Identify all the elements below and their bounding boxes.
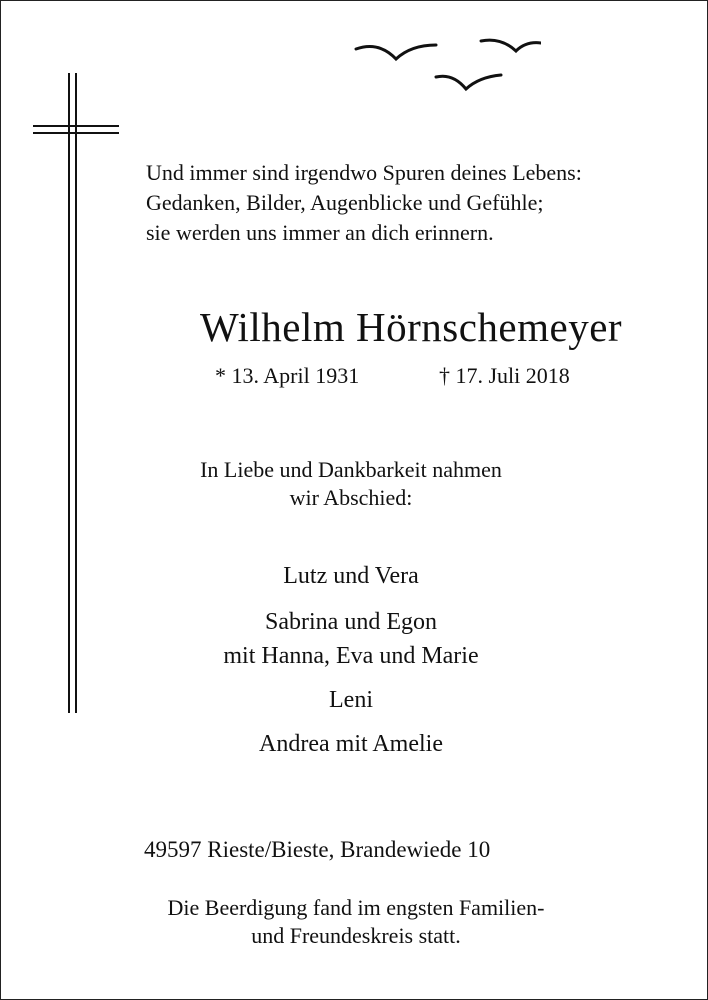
mourner-entry: Sabrina und Egon — [265, 609, 437, 635]
funeral-line: und Freundeskreis statt. — [251, 923, 461, 948]
funeral-line: Die Beerdigung fand im engsten Familien- — [167, 895, 545, 920]
poem-line: Gedanken, Bilder, Augenblicke und Gefühle; — [146, 190, 544, 215]
birds-icon — [351, 31, 541, 101]
poem-line: sie werden uns immer an dich erinnern. — [146, 220, 494, 245]
death-date: † 17. Juli 2018 — [439, 363, 570, 388]
poem — [146, 158, 691, 248]
birth-date: * 13. April 1931 — [215, 363, 360, 388]
mourner-entry: Andrea mit Amelie — [259, 731, 443, 757]
farewell-line: In Liebe und Dankbarkeit nahmen — [200, 457, 502, 482]
farewell-line: wir Abschied: — [289, 485, 413, 510]
farewell-text — [151, 456, 551, 512]
mourner-entry: Lutz und Vera — [283, 563, 419, 589]
deceased-name: Wilhelm Hörnschemeyer — [199, 304, 623, 350]
mourner-entry: mit Hanna, Eva und Marie — [223, 643, 479, 669]
cross-icon — [31, 73, 121, 713]
poem-line: Und immer sind irgendwo Spuren deines Lebens: — [146, 160, 582, 185]
funeral-note — [101, 894, 611, 950]
address: 49597 Rieste/Bieste, Brandewiede 10 — [144, 837, 491, 862]
mourner-entry: Leni — [329, 687, 373, 713]
